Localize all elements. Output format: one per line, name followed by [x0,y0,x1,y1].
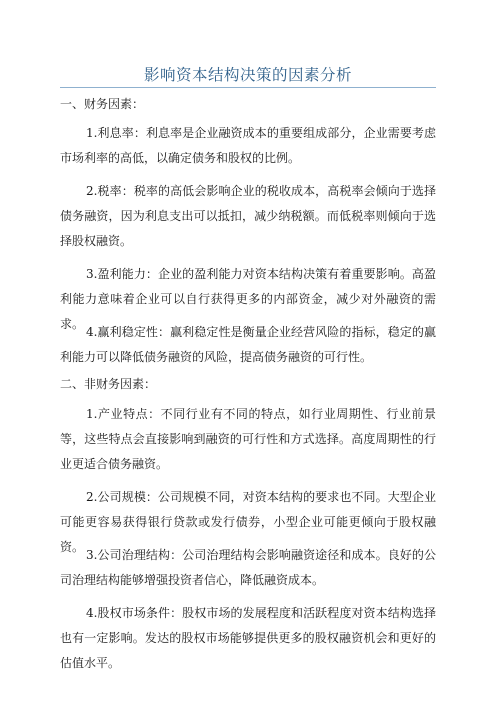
paragraph-company-size: 2.公司规模：公司规模不同，对资本结构的要求也不同。大型企业可能更容易获得银行贷款或发行债券，小型企业可能更倾向于股权融资。 [60,490,436,554]
paragraph-profitability: 3.盈利能力：企业的盈利能力对资本结构决策有着重要影响。高盈利能力意味着企业可以自行获得更多的内部资金，减少对外融资的需求。 [60,267,436,331]
paragraph-governance: 3.公司治理结构：公司治理结构会影响融资途径和成本。良好的公司治理结构能够增强投资者信心，降低融资成本。 [60,548,436,587]
paragraph-equity-market: 4.股权市场条件：股权市场的发展程度和活跃程度对资本结构选择也有一定影响。发达的股权市场能够提供更多的股权融资机会和更好的估值水平。 [60,606,436,670]
paragraph-interest-rate: 1.利息率：利息率是企业融资成本的重要组成部分，企业需要考虑市场利率的高低，以确定债务和股权的比例。 [60,126,436,165]
title-underline [60,87,436,88]
paragraph-industry: 1.产业特点：不同行业有不同的特点，如行业周期性、行业前景等，这些特点会直接影响到融资的可行性和方式选择。高度周期性的行业更适合债务融资。 [60,407,436,471]
document-title: 影响资本结构决策的因素分析 [143,66,352,84]
paragraph-tax-rate: 2.税率：税率的高低会影响企业的税收成本，高税率会倾向于选择债务融资，因为利息支出可以抵扣，减少纳税额。而低税率则倾向于选择股权融资。 [60,184,436,248]
section-heading-financial: 一、财务因素： [60,97,145,111]
section-heading-nonfinancial: 二、非财务因素： [60,377,157,391]
paragraph-profit-stability: 4.赢利稳定性：赢利稳定性是衡量企业经营风险的指标，稳定的赢利能力可以降低债务融资的风险，提高债务融资的可行性。 [60,325,436,364]
